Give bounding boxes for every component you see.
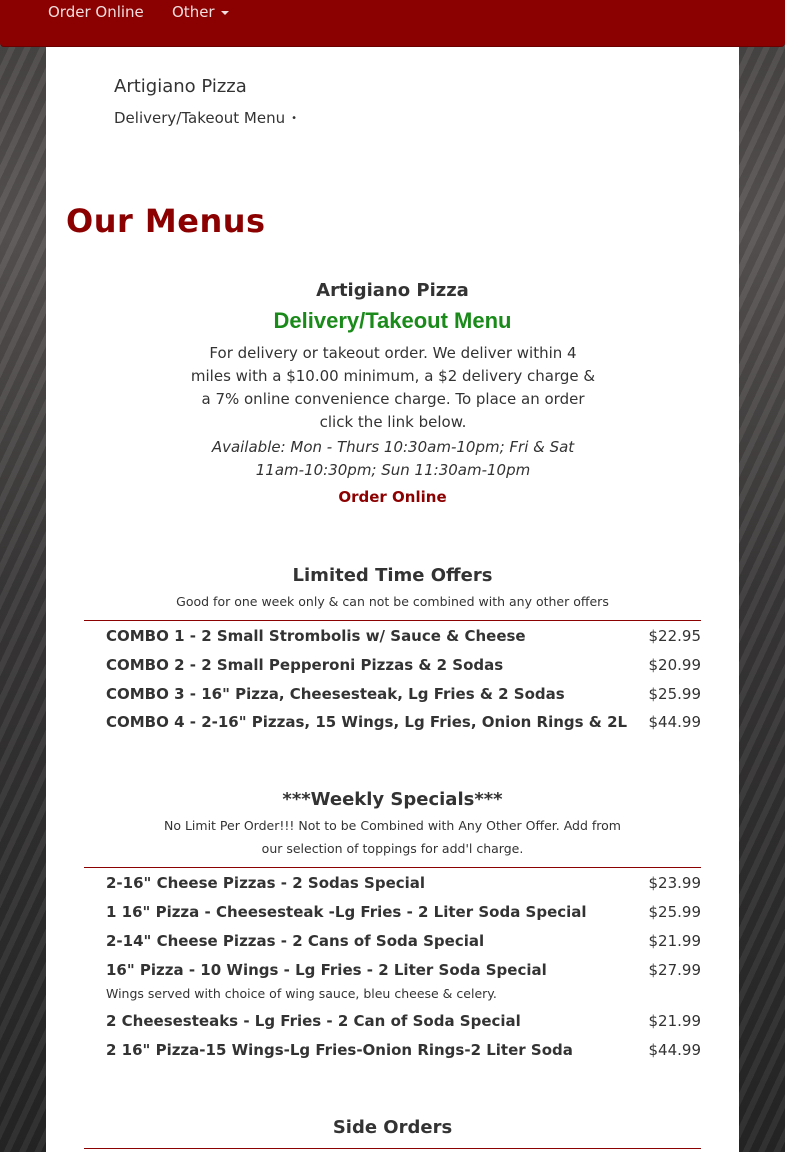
menu-item-name: 2-14" Cheese Pizzas - 2 Cans of Soda Special xyxy=(106,932,485,950)
menu-item[interactable] xyxy=(106,713,701,737)
background-left xyxy=(0,0,46,1152)
menu-item-price: $23.99 xyxy=(648,874,701,892)
menu-item-price: $20.99 xyxy=(648,656,701,674)
breadcrumb-separator: • xyxy=(291,113,297,124)
menu-item[interactable] xyxy=(106,961,701,985)
menu-item[interactable] xyxy=(106,1041,701,1065)
caret-down-icon xyxy=(221,11,229,15)
menu-item[interactable] xyxy=(106,627,701,651)
menu-item-name: COMBO 1 - 2 Small Strombolis w/ Sauce & Cheese xyxy=(106,627,526,645)
section-desc-weekly: No Limit Per Order!!! Not to be Combined with Any Other Offer. Add from our selection of toppings for add'l charge. xyxy=(164,818,621,856)
section-desc-limited: Good for one week only & can not be combined with any other offers xyxy=(176,594,609,609)
section-divider xyxy=(84,1148,701,1149)
section-title-limited: Limited Time Offers xyxy=(292,565,493,586)
breadcrumb-menu xyxy=(114,109,297,127)
menu-item-note: Wings served with choice of wing sauce, bleu cheese & celery. xyxy=(106,986,497,1001)
menu-intro: For delivery or takeout order. We deliver within 4 miles with a $10.00 minimum, a $2 delivery charge & a 7% online convenience charge. To place an order click the link below. xyxy=(190,344,596,431)
menu-title: Delivery/Takeout Menu xyxy=(273,308,512,333)
order-online-link[interactable]: Order Online xyxy=(338,488,447,506)
menu-item-price: $27.99 xyxy=(648,961,701,979)
menu-item[interactable] xyxy=(106,1012,701,1036)
menu-item-price: $21.99 xyxy=(648,932,701,950)
menu-item-name: 16" Pizza - 10 Wings - Lg Fries - 2 Liter Soda Special xyxy=(106,961,547,979)
menu-item-price: $21.99 xyxy=(648,1012,701,1030)
section-divider xyxy=(84,620,701,621)
menu-item[interactable] xyxy=(106,874,701,898)
nav-order-online-link[interactable]: Order Online xyxy=(48,3,144,21)
menu-item-price: $25.99 xyxy=(648,685,701,703)
menu-item-name: 2 16" Pizza-15 Wings-Lg Fries-Onion Rings-2 Liter Soda xyxy=(106,1041,573,1059)
section-divider xyxy=(84,867,701,868)
menu-item-name: COMBO 3 - 16" Pizza, Cheesesteak, Lg Fries & 2 Sodas xyxy=(106,685,565,703)
menu-item-name: 2-16" Cheese Pizzas - 2 Sodas Special xyxy=(106,874,426,892)
menu-item[interactable] xyxy=(106,685,701,709)
menu-item-price: $44.99 xyxy=(648,1041,701,1059)
availability-hours: Available: Mon - Thurs 10:30am-10pm; Fri & Sat 11am-10:30pm; Sun 11:30am-10pm xyxy=(211,438,575,479)
menu-item-name: 1 16" Pizza - Cheesesteak -Lg Fries - 2 Liter Soda Special xyxy=(106,903,587,921)
breadcrumb-restaurant-name[interactable]: Artigiano Pizza xyxy=(114,76,247,97)
page-title: Our Menus xyxy=(66,202,266,240)
menu-item-price: $44.99 xyxy=(648,713,701,731)
menu-item-price: $25.99 xyxy=(648,903,701,921)
restaurant-name: Artigiano Pizza xyxy=(316,280,469,301)
menu-item-name: COMBO 2 - 2 Small Pepperoni Pizzas & 2 Sodas xyxy=(106,656,504,674)
menu-item-name: 2 Cheesesteaks - Lg Fries - 2 Can of Soda Special xyxy=(106,1012,521,1030)
background-right xyxy=(739,0,785,1152)
menu-item[interactable] xyxy=(106,903,701,927)
menu-item-name: COMBO 4 - 2-16" Pizzas, 15 Wings, Lg Fries, Onion Rings & 2L xyxy=(106,713,628,731)
nav-other-dropdown[interactable] xyxy=(172,3,229,21)
menu-item[interactable] xyxy=(106,932,701,956)
menu-page xyxy=(46,47,739,1152)
top-navbar xyxy=(0,0,785,47)
section-title-sides: Side Orders xyxy=(332,1117,453,1138)
breadcrumb-menu-link[interactable]: Delivery/Takeout Menu xyxy=(114,109,286,127)
menu-item[interactable] xyxy=(106,656,701,680)
section-title-weekly: ***Weekly Specials*** xyxy=(282,789,503,810)
menu-item-price: $22.95 xyxy=(648,627,701,645)
nav-other-label: Other xyxy=(172,3,215,21)
